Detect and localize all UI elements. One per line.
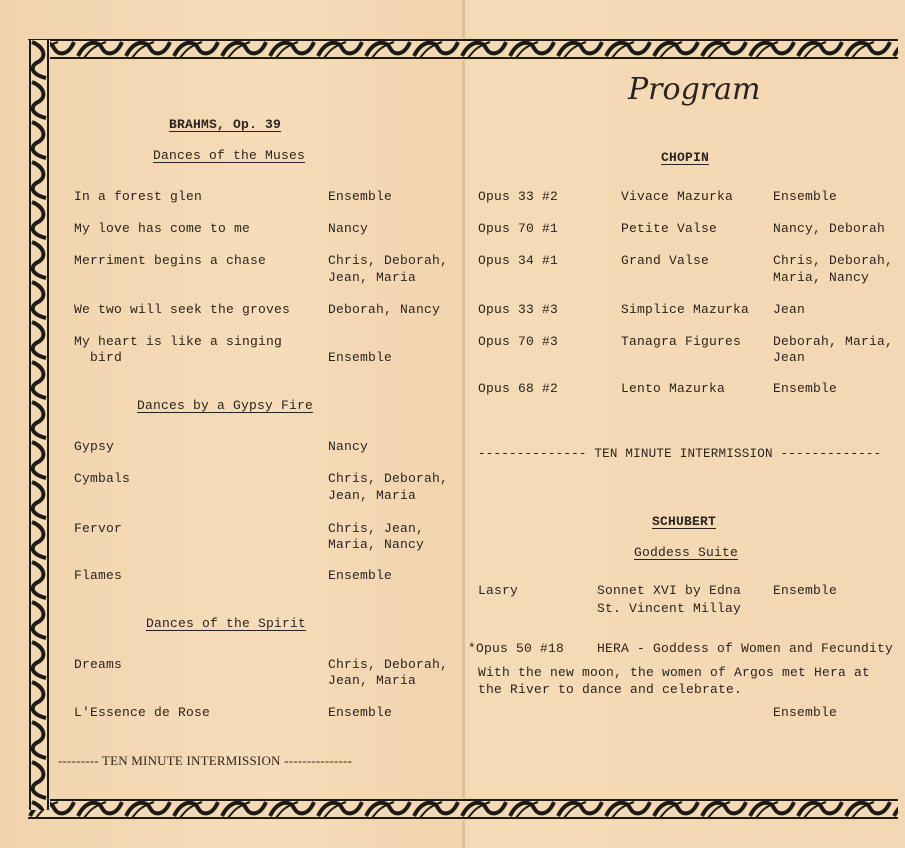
piece-fervor: Fervor (74, 521, 123, 536)
performers: Jean, Maria (328, 270, 417, 285)
piece-simplice-mazurka: Simplice Mazurka (621, 302, 750, 317)
bottom-border-ornament (28, 798, 898, 820)
piece-lento-mazurka: Lento Mazurka (621, 381, 726, 396)
performers: Chris, Deborah, (328, 471, 449, 486)
piece-tanagra-figures: Tanagra Figures (621, 334, 742, 349)
performers: Jean (773, 350, 806, 365)
piece-dreams: Dreams (74, 657, 123, 672)
piece-cymbals: Cymbals (74, 471, 131, 486)
hera-opus: *Opus 50 #18 (468, 641, 565, 656)
piece-two-seek: We two will seek the groves (74, 302, 291, 317)
performers: Nancy (328, 221, 369, 236)
piece-flames: Flames (74, 568, 123, 583)
performers: Jean, Maria (328, 488, 417, 503)
performers: Ensemble (328, 189, 393, 204)
performers: Jean, Maria (328, 673, 417, 688)
piece-vivace-mazurka: Vivace Mazurka (621, 189, 734, 204)
chopin-heading: CHOPIN (661, 150, 710, 165)
sonnet-piece: Sonnet XVI by Edna (597, 583, 742, 598)
performers: Deborah, Nancy (328, 302, 441, 317)
piece-essence-rose: L'Essence de Rose (74, 705, 211, 720)
performers: Jean (773, 302, 806, 317)
performers: Chris, Jean, (328, 521, 425, 536)
opus-number: Opus 34 #1 (478, 253, 559, 268)
performers: Nancy, Deborah (773, 221, 886, 236)
performers: Ensemble (773, 705, 838, 720)
performers: Ensemble (328, 568, 393, 583)
section-title-spirit: Dances of the Spirit (146, 616, 307, 631)
performers: Maria, Nancy (773, 270, 870, 285)
top-border-ornament (28, 38, 898, 60)
left-intermission: --------- TEN MINUTE INTERMISSION --------------- (58, 753, 353, 768)
performers: Ensemble (773, 189, 838, 204)
brahms-heading: BRAHMS, Op. 39 (169, 117, 282, 132)
performers: Chris, Deborah, (773, 253, 894, 268)
opus-number: Opus 70 #3 (478, 334, 559, 349)
goddess-suite-title: Goddess Suite (634, 545, 739, 560)
lasry-label: Lasry (478, 583, 519, 598)
performers: Nancy (328, 439, 369, 454)
performers: Ensemble (773, 583, 838, 598)
page-fold (462, 0, 465, 848)
opus-number: Opus 70 #1 (478, 221, 559, 236)
performers: Chris, Deborah, (328, 657, 449, 672)
sonnet-piece-cont: St. Vincent Millay (597, 601, 742, 616)
piece-grand-valse: Grand Valse (621, 253, 710, 268)
hera-description: With the new moon, the women of Argos met Hera at (478, 665, 871, 680)
piece-gypsy: Gypsy (74, 439, 115, 454)
performers: Chris, Deborah, (328, 253, 449, 268)
piece-heart-cont: bird (90, 350, 123, 365)
left-border-ornament (28, 40, 50, 810)
piece-my-love: My love has come to me (74, 221, 251, 236)
program-title: Program (628, 72, 761, 107)
piece-merriment: Merriment begins a chase (74, 253, 267, 268)
opus-number: Opus 33 #2 (478, 189, 559, 204)
piece-heart: My heart is like a singing (74, 334, 283, 349)
right-intermission: -------------- TEN MINUTE INTERMISSION ------------- (478, 447, 882, 461)
hera-title: HERA - Goddess of Women and Fecundity (597, 641, 894, 656)
performers: Ensemble (328, 350, 393, 365)
hera-description-cont: the River to dance and celebrate. (478, 682, 743, 697)
performers: Maria, Nancy (328, 537, 425, 552)
piece-petite-valse: Petite Valse (621, 221, 718, 236)
section-title-gypsy: Dances by a Gypsy Fire (137, 398, 314, 413)
opus-number: Opus 68 #2 (478, 381, 559, 396)
performers: Ensemble (328, 705, 393, 720)
piece-forest-glen: In a forest glen (74, 189, 203, 204)
schubert-heading: SCHUBERT (652, 514, 717, 529)
opus-number: Opus 33 #3 (478, 302, 559, 317)
performers: Ensemble (773, 381, 838, 396)
section-title-muses: Dances of the Muses (153, 148, 306, 163)
performers: Deborah, Maria, (773, 334, 894, 349)
